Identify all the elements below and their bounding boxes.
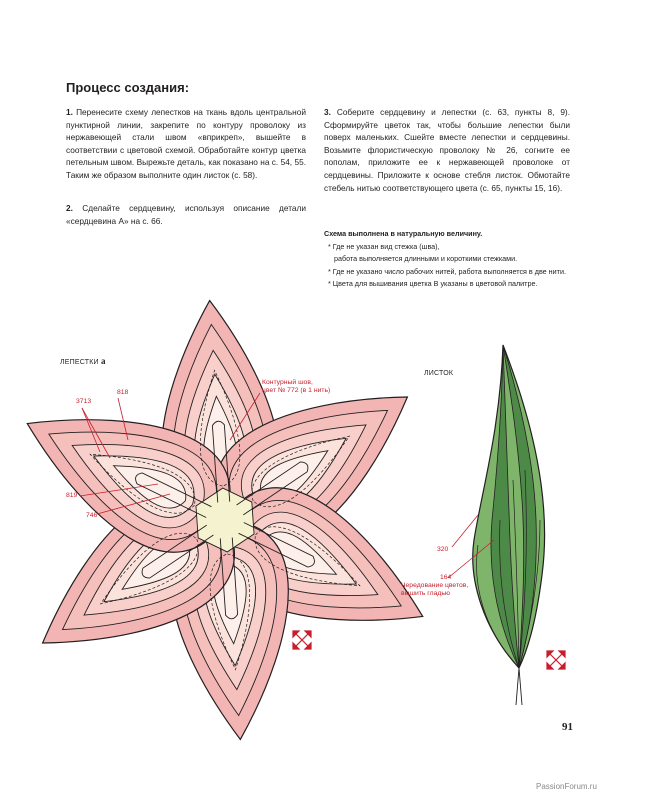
petals-letter: a (100, 356, 106, 366)
watermark: PassionForum.ru (536, 782, 597, 791)
callout-3713: 3713 (76, 398, 92, 405)
page-title: Процесс создания: (66, 80, 190, 95)
alternation-line-1: Чередование цветов, (401, 582, 469, 589)
petals-label (60, 356, 106, 366)
callout-alternation (401, 582, 468, 598)
leaf-label: ЛИСТОК (424, 370, 454, 377)
resize-icon (547, 651, 565, 669)
callout-164: 164 (440, 574, 452, 581)
callout-746: 746 (86, 512, 98, 519)
scheme-note: * Где не указано число рабочих нитей, работа выполняется в две нити. (328, 266, 566, 276)
leaf-diagram (473, 345, 545, 705)
step-2-text: Сделайте сердцевину, используя описание детали «сердцевина А» на с. 66. (66, 203, 307, 226)
step-1-text: Перенесите схему лепестков на ткань вдоль центральной пунктирной линии, закрепите по контуру проволоку из нержавеющей стали швом «вприкреп», вышейте в соответствии с цветовой схемой. Обработайте контур цветка петельным швом. Вырежьте деталь, как показано на с. 54, 55. Таким же образом выполните один листок (с. 58). (66, 107, 306, 180)
callout-contour (262, 379, 330, 395)
scheme-note: * Где не указан вид стежка (шва), (328, 241, 440, 251)
page-number: 91 (562, 721, 573, 733)
step-1-number: 1. (66, 107, 73, 117)
callout-320: 320 (437, 546, 449, 553)
step-2-number: 2. (66, 203, 73, 213)
resize-icon (293, 631, 311, 649)
petals-label-text: ЛЕПЕСТКИ (60, 359, 99, 366)
scheme-heading: Схема выполнена в натуральную величину. (324, 229, 483, 238)
contour-line-2: цвет № 772 (в 1 нить) (262, 387, 331, 394)
scheme-note: работа выполняется длинными и короткими стежками. (334, 254, 518, 263)
callout-819: 819 (66, 492, 78, 499)
contour-line-1: Контурный шов, (262, 379, 313, 386)
step-3-text: Соберите сердцевину и лепестки (с. 63, пункты 8, 9). Сформируйте цветок так, чтобы большие лепестки были поверх маленьких. Сшейте вместе лепестки и сердцевины. Возьмите флористическую проволоку № 26, согните ее пополам, приложите ее к нержавеющей проволоке от сердцевины. Приложите к основе стебля листок. Обмотайте стебель нитью соответствующего цвета (с. 65, пункты 15, 16). (324, 107, 571, 193)
callout-818: 818 (117, 389, 129, 396)
step-3-number: 3. (324, 107, 331, 117)
scheme-note: * Цвета для вышивания цветка В указаны в цветовой палитре. (328, 279, 538, 288)
alternation-line-2: вышить гладью (401, 590, 450, 597)
